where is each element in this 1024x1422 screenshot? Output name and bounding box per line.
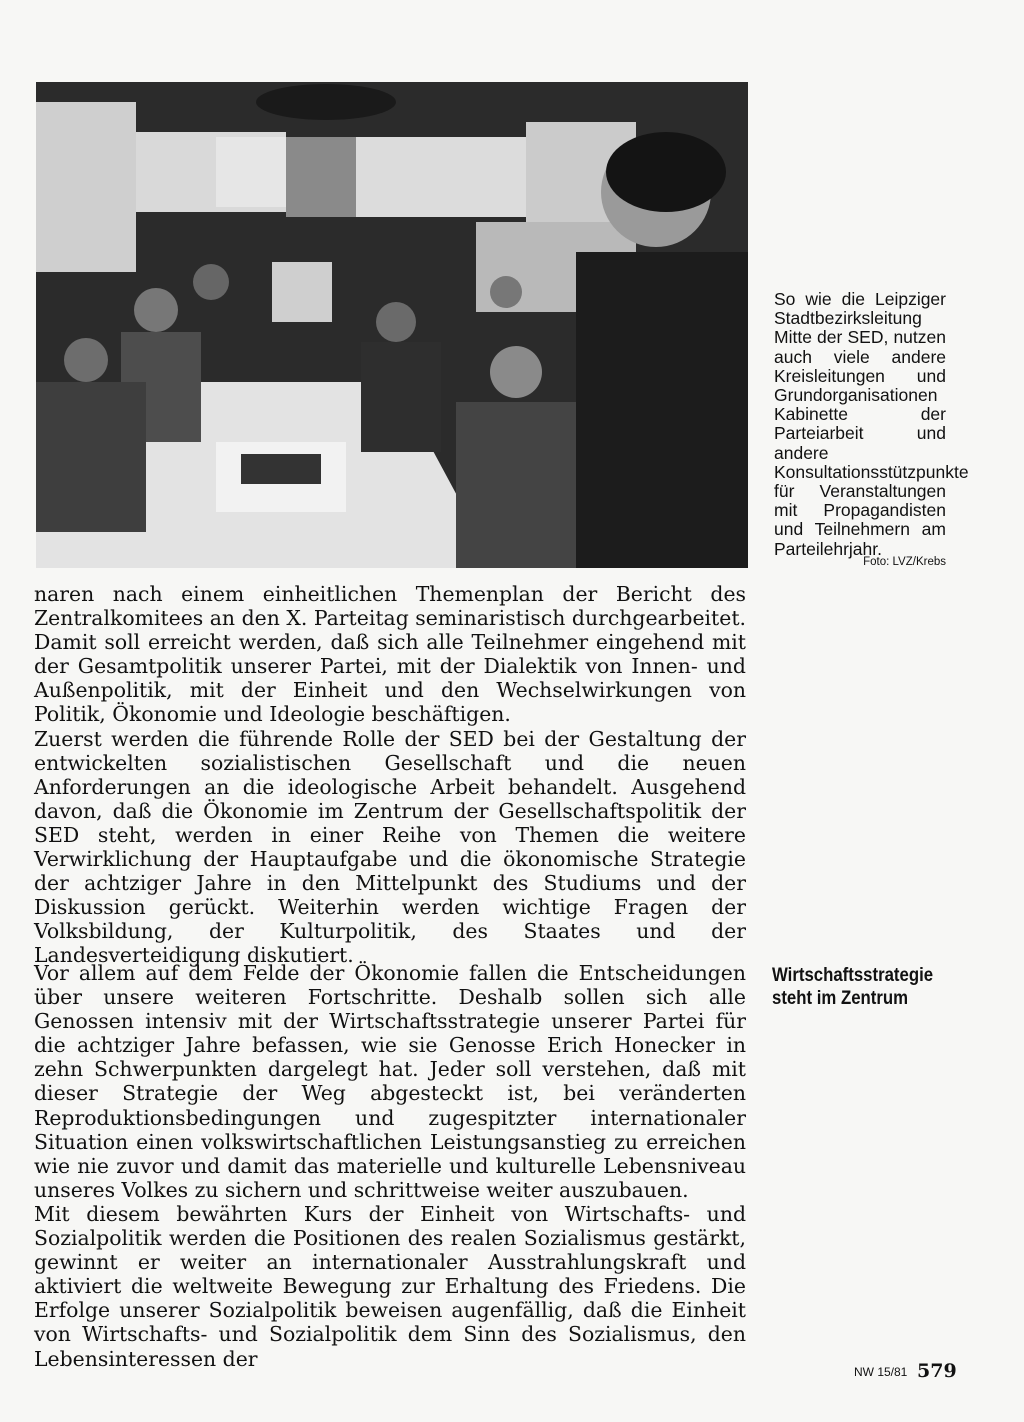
paragraph-3: Vor allem auf dem Felde der Ökonomie fallen die Entscheidungen über unsere weiteren Fortschritte. Deshalb sollen sich alle Genossen intensiv mit der Wirtschaftsstrategie unserer Partei für die achtziger Jahre befassen, wie sie Genosse Erich Honecker in zehn Schwerpunkten dargelegt hat. Jeder soll verstehen, daß mit dieser Strategie der Weg abgesteckt ist, bei veränderten Reproduktionsbedingungen und zugespitzter internationaler Situation einen volkswirtschaftlichen Leistungsanstieg zu erreichen wie nie zuvor und damit das materielle und kulturelle Lebensniveau unseres Volkes zu sichern und schrittweise weiter auszubauen. — [34, 961, 746, 1202]
issue-label: NW 15/81 — [854, 1365, 908, 1379]
photo-caption: So wie die Leipziger Stadtbezirksleitung Mitte der SED, nutzen auch viele andere Kreisleitungen und Grundorganisationen Kabinette der Parteiarbeit und andere Konsultationsstützpunkte für Veranstaltungen mit Propagandisten und Teilnehmern am Parteilehrjahr. — [774, 289, 969, 559]
paragraph-4: Mit diesem bewährten Kurs der Einheit von Wirtschafts- und Sozialpolitik werden die Positionen des realen Sozialismus gestärkt, gewinnt er weiter an internationaler Ausstrahlungskraft und aktiviert die weltweite Bewegung zur Erhaltung des Friedens. Die Erfolge unserer Sozialpolitik beweisen augenfällig, daß die Einheit von Wirtschafts- und Sozialpolitik dem Sinn des Sozialismus, den Lebensinteressen der — [34, 1201, 746, 1371]
seminar-photo-illustration — [36, 82, 748, 568]
margin-heading: Wirtschaftsstrategie steht im Zentrum — [772, 964, 934, 1009]
text-block-top — [34, 582, 746, 968]
paragraph-2: Zuerst werden die führende Rolle der SED bei der Gestaltung der entwickelten sozialistischen Gesellschaft und die neuen Anforderungen an die ideologische Arbeit behandelt. Ausgehend davon, daß die Ökonomie im Zentrum der Gesellschaftspolitik der SED steht, werden in einer Reihe von Themen die weitere Verwirklichung der Hauptaufgabe und die ökonomische Strategie der achtziger Jahre in den Mittelpunkt des Studiums und der Diskussion gerückt. Weiterhin werden wichtige Fragen der Volksbildung, der Kulturpolitik, des Staates und der Landesverteidigung diskutiert. — [34, 726, 746, 968]
seminar-photo — [36, 82, 748, 568]
paragraph-1: naren nach einem einheitlichen Themenplan der Bericht des Zentralkomitees an den X. Parteitag seminaristisch durchgearbeitet. Damit soll erreicht werden, daß sich alle Teilnehmer eingehend mit der Gesamtpolitik unserer Partei, mit der Dialektik von Innen- und Außenpolitik, mit der Einheit und den Wechselwirkungen von Politik, Ökonomie und Ideologie beschäftigen. — [34, 582, 746, 727]
text-block-bottom — [34, 961, 746, 1371]
page-number: 579 — [917, 1360, 957, 1382]
photo-credit: Foto: LVZ/Krebs — [863, 556, 946, 568]
